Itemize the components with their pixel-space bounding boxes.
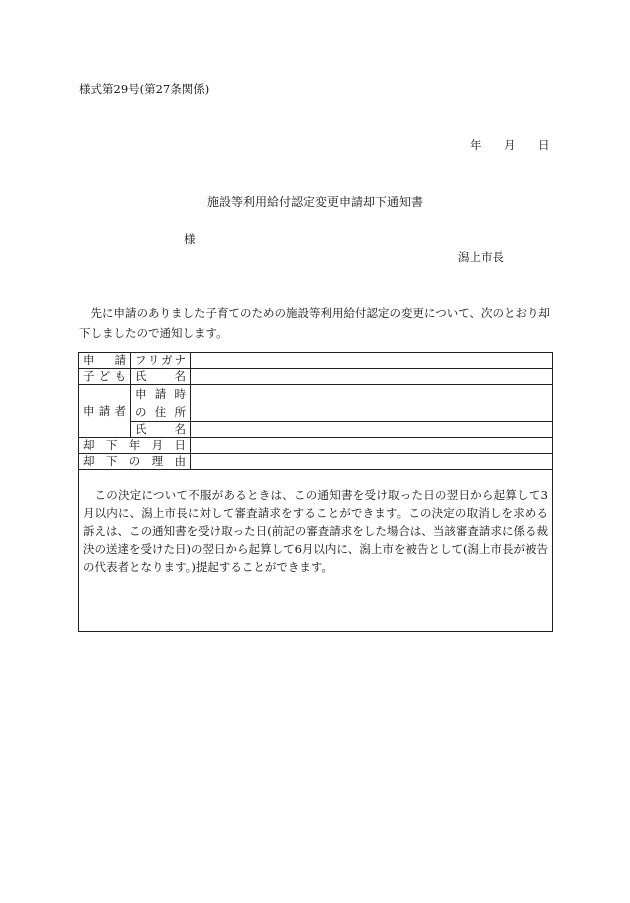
address-label-bottom: の 住 所: [135, 405, 186, 419]
intro-text: 先に申請のありました子育てのための施設等利用給付認定の変更について、次のとおり却下しましたので通知します。: [79, 306, 551, 340]
applicant-name-field[interactable]: [191, 422, 553, 438]
table-row: [79, 353, 553, 369]
applicant-label: 申請者: [79, 385, 131, 438]
date-month-label: 月: [504, 138, 516, 152]
table-row: [79, 369, 553, 385]
table-row: [79, 438, 553, 454]
address-label-top: 申 請 時: [135, 387, 186, 401]
child-name-field[interactable]: [191, 369, 553, 385]
date-year-label: 年: [470, 138, 482, 152]
table-row: [79, 385, 553, 422]
table-row: [79, 470, 553, 632]
furigana-label: フリガナ: [131, 353, 191, 369]
child-label-bottom: 子ども: [79, 369, 131, 385]
furigana-field[interactable]: [191, 353, 553, 369]
document-title: 施設等利用給付認定変更申請却下通知書: [206, 195, 423, 209]
date-day-label: 日: [538, 138, 550, 152]
applicant-name-label: 氏 名: [131, 422, 191, 438]
form-number: 様式第29号(第27条関係): [79, 82, 210, 96]
child-name-label: 氏 名: [131, 369, 191, 385]
address-field[interactable]: [191, 385, 553, 422]
table-row: [79, 454, 553, 470]
notice-table: [78, 352, 553, 632]
child-label-top: 申 請: [79, 353, 131, 369]
addressee-suffix: 様: [184, 232, 196, 246]
rejection-date-field[interactable]: [191, 438, 553, 454]
rejection-date-label: 却 下 年 月 日: [79, 438, 191, 454]
appeal-notice: この決定について不服があるときは、この通知書を受け取った日の翌日から起算して3月以内に、潟上市長に対して審査請求をすることができます。この決定の取消しを求める訴えは、この通知書を受け取った日(前記の審査請求をした場合は、当該審査請求に係る裁決の送達を受けた日)の翌日から起算して6月以内に、潟上市を被告として(潟上市長が被告の代表者となります。)提起することができます。: [79, 470, 553, 632]
rejection-reason-label: 却 下 の 理 由: [79, 454, 191, 470]
rejection-reason-field[interactable]: [191, 454, 553, 470]
date-line: [470, 137, 572, 153]
address-label: [131, 385, 191, 422]
issuer: 潟上市長: [458, 250, 504, 264]
table-row: [79, 422, 553, 438]
